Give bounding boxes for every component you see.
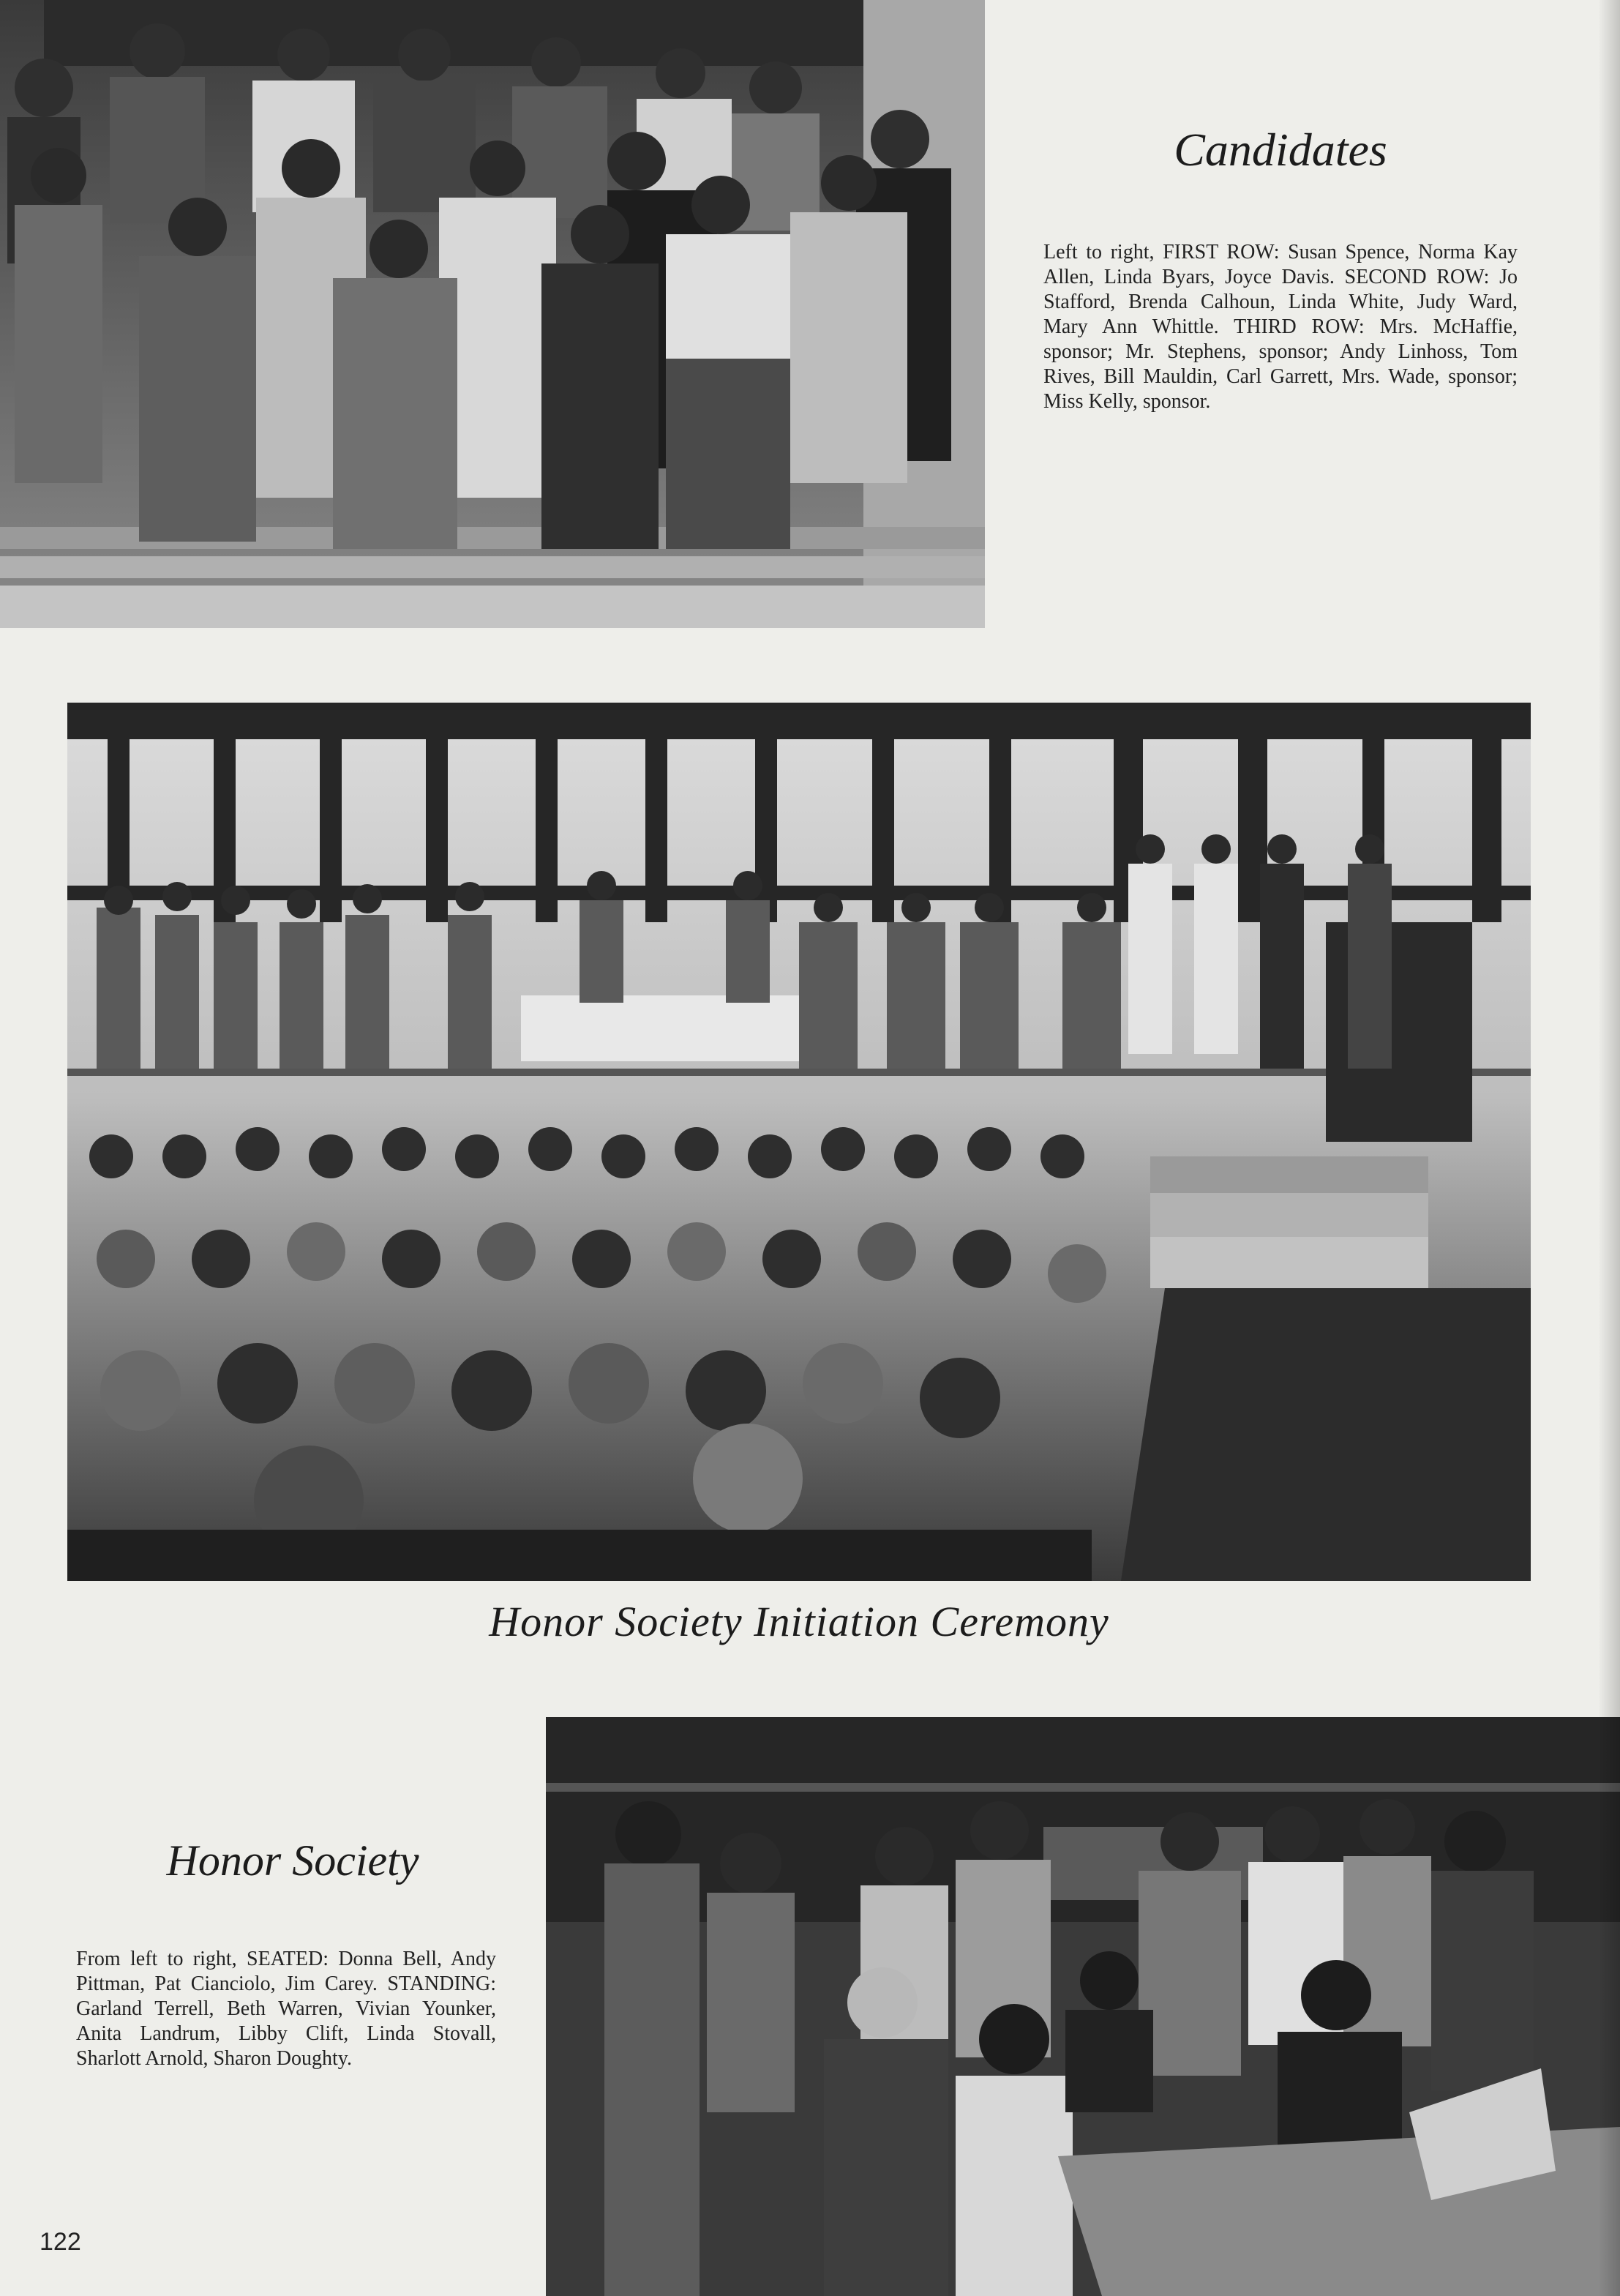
society-photo <box>546 1717 1620 2296</box>
candidates-photo-graphic <box>0 0 985 628</box>
society-heading: Honor Society <box>166 1836 419 1885</box>
page-edge-shadow <box>1598 0 1620 2296</box>
society-caption: From left to right, SEATED: Donna Bell, Andy Pittman, Pat Cianciolo, Jim Carey. STANDING: Garland Terrell, Beth Warren, Vivian Younker, Anita Landrum, Libby Clift, Linda Stovall, Sharlott Arnold, Sharon Doughty. <box>76 1948 496 2070</box>
candidates-photo <box>0 0 985 628</box>
page-number: 122 <box>40 2228 81 2256</box>
society-photo-graphic <box>546 1717 1620 2296</box>
ceremony-heading: Honor Society Initiation Ceremony <box>489 1598 1109 1645</box>
candidates-heading: Candidates <box>1174 124 1387 176</box>
candidates-caption: Left to right, FIRST ROW: Susan Spence, Norma Kay Allen, Linda Byars, Joyce Davis. SECOND ROW: Jo Stafford, Brenda Calhoun, Linda White, Judy Ward, Mary Ann Whittle. THIRD ROW: Mrs. McHaffie, sponsor; Mr. Stephens, sponsor; Andy Linhoss, Tom Rives, Bill Mauldin, Carl Garrett, Mrs. Wade, sponsor; Miss Kelly, sponsor. <box>1043 241 1518 413</box>
ceremony-photo-graphic <box>67 703 1531 1581</box>
ceremony-photo <box>67 703 1531 1581</box>
